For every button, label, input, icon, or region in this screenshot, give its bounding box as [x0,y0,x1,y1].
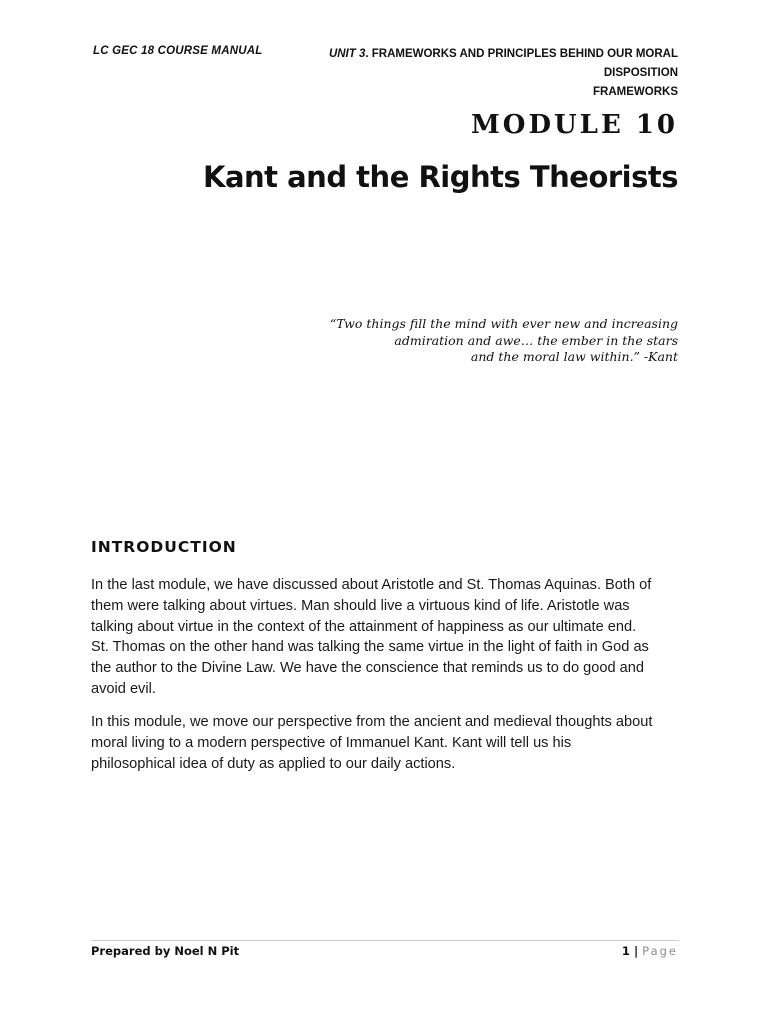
section-heading-introduction: INTRODUCTION [91,538,237,556]
paragraph-line: the author to the Divine Law. We have the conscience that reminds us to do good and [91,660,645,677]
header-course-title: LC GEC 18 COURSE MANUAL [93,45,263,57]
epigraph-quote [318,316,678,366]
paragraph-line: talking about virtue in the context of the attainment of happiness as our ultimate end. [91,618,637,635]
page-number: 1 [621,944,630,958]
quote-line: admiration and awe… the ember in the stars [394,332,678,348]
paragraph-line: them were talking about virtues. Man should live a virtuous kind of life. Aristotle was [91,597,630,614]
paragraph-line: In this module, we move our perspective from the ancient and medieval thoughts about [91,714,653,730]
paragraph-line: philosophical idea of duty as applied to our daily actions. [91,755,456,772]
header-unit-title [258,45,678,102]
paragraph-line: avoid evil. [91,680,156,697]
page-separator: | [629,944,643,958]
footer-divider [91,940,679,941]
header-unit-line2: FRAMEWORKS [593,86,678,98]
paragraph-line: moral living to a modern perspective of Immanuel Kant. Kant will tell us his [91,734,572,751]
page-word: Page [642,944,678,958]
page-title: Kant and the Rights Theorists [202,160,678,194]
paragraph-line: St. Thomas on the other hand was talking the same virtue in the light of faith in God as [91,639,649,656]
paragraph-line: In the last module, we have discussed about Aristotle and St. Thomas Aquinas. Both of [91,577,652,593]
intro-paragraph-2 [91,712,691,774]
quote-line: “Two things fill the mind with ever new and increasing [329,316,678,331]
module-number: MODULE 10 [471,110,678,140]
quote-line: and the moral law within.” -Kant [470,349,678,364]
intro-paragraph-1 [91,575,691,700]
header-unit-line1 [258,45,678,83]
footer-page-indicator [622,944,678,958]
footer-author: Prepared by Noel N Pit [91,944,240,958]
header-unit-label: UNIT 3 [328,48,366,60]
header-unit-rest: . FRAMEWORKS AND PRINCIPLES BEHIND OUR MORAL DISPOSITION [365,48,678,79]
